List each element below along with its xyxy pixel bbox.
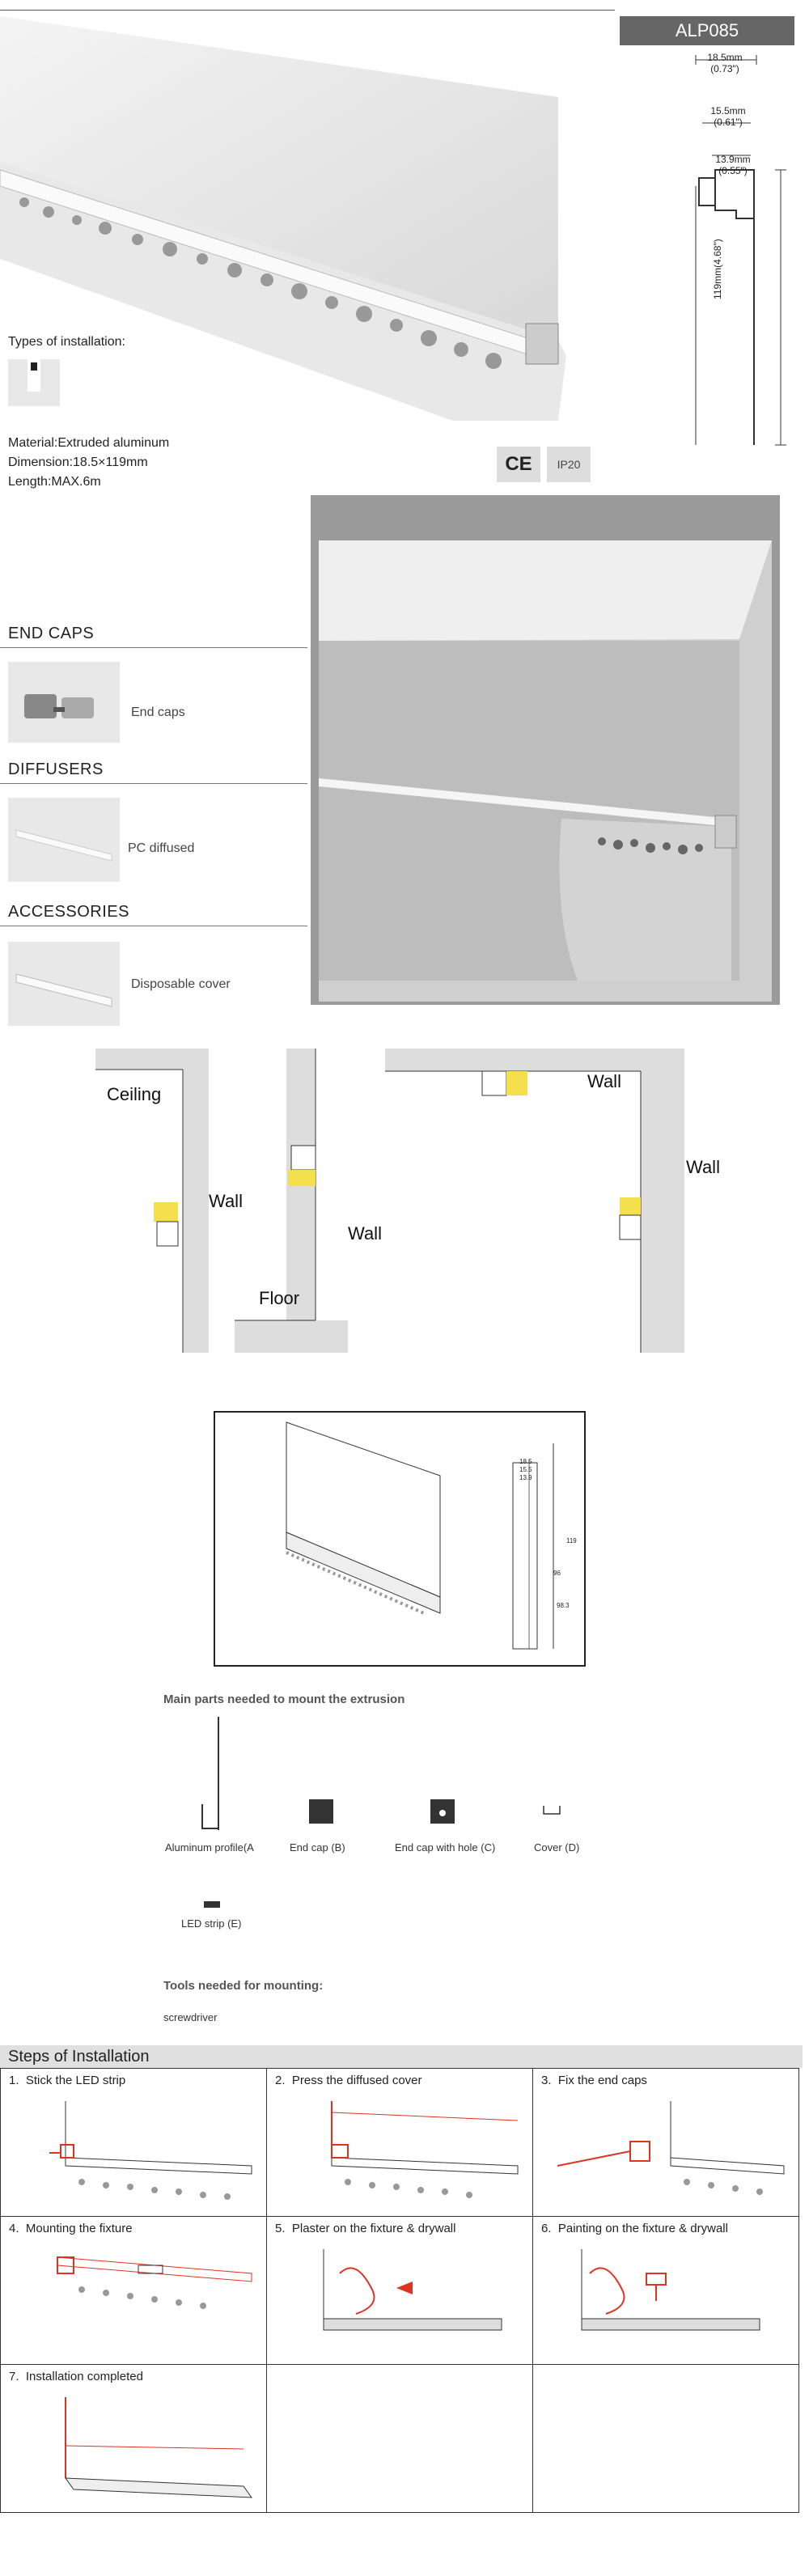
step-illustration: [316, 2101, 526, 2214]
dim-height: 119mm(4.68"): [712, 239, 723, 299]
drawing-dim-1: 18.5: [519, 1458, 532, 1465]
endcap-label: End caps: [131, 705, 185, 719]
cover-label: Disposable cover: [131, 977, 231, 991]
model-badge: ALP085: [620, 16, 794, 45]
install-diagram-corner: [385, 1049, 684, 1353]
step-cell-5: [267, 2217, 533, 2365]
step-num: 2.: [275, 2074, 286, 2087]
spec-dimension: Dimension:18.5×119mm: [8, 455, 148, 469]
step-label: Stick the LED strip: [25, 2074, 126, 2087]
step-label: Mounting the fixture: [25, 2222, 133, 2235]
diagram1-side-label: Wall: [209, 1191, 243, 1211]
parts-title: Main parts needed to mount the extrusion: [163, 1693, 405, 1706]
install-type-icon: [8, 359, 60, 406]
drawing-dim-6: 98.3: [557, 1602, 570, 1609]
step-cell-7: [1, 2365, 267, 2513]
step-illustration: [49, 2101, 260, 2214]
tools-title: Tools needed for mounting:: [163, 1979, 324, 1993]
step-illustration: [49, 2397, 260, 2510]
step-label: Press the diffused cover: [291, 2074, 422, 2087]
step-cell-3: [533, 2069, 799, 2217]
diagram1-top-label: Ceiling: [107, 1084, 162, 1104]
dim-width-top: 18.5mm: [707, 52, 743, 63]
dim-width-mid: 15.5mm: [710, 105, 746, 117]
drawing-dim-3: 13.9: [519, 1474, 532, 1481]
section-rule: [0, 647, 307, 648]
step-num: 1.: [9, 2074, 19, 2087]
tools-text: screwdriver: [163, 2011, 218, 2023]
product-hero-image: [0, 0, 582, 421]
diagram2-bottom-label: Floor: [259, 1288, 300, 1308]
step-cell-4: [1, 2217, 267, 2365]
install-label: Types of installation:: [8, 335, 125, 349]
step-illustration: [565, 2249, 792, 2362]
part-label-d: Cover (D): [534, 1841, 580, 1854]
spec-material: Material:Extruded aluminum: [8, 436, 170, 450]
steps-title: Steps of Installation: [0, 2045, 803, 2068]
cover-thumb: [8, 942, 120, 1026]
drawing-dim-2: 15.5: [519, 1466, 532, 1473]
step-cell-empty: [533, 2365, 799, 2513]
dim-width-inner-in: (0.55"): [718, 165, 748, 176]
steps-table: [0, 2068, 799, 2513]
section-title-endcaps: END CAPS: [8, 625, 95, 642]
part-label-a: Aluminum profile(A: [165, 1841, 254, 1854]
drawing-dim-4: 119: [566, 1537, 577, 1544]
step-illustration: [307, 2249, 526, 2362]
endcap-thumb: [8, 662, 120, 743]
step-num: 3.: [541, 2074, 552, 2087]
led-strip-icon: [204, 1901, 220, 1911]
dim-width-top-in: (0.73"): [710, 63, 739, 74]
room-render-image: [311, 495, 780, 1005]
part-label-b: End cap (B): [290, 1841, 345, 1854]
diagram2-side-label: Wall: [348, 1223, 382, 1244]
technical-drawing: [214, 1411, 586, 1667]
step-label: Plaster on the fixture & drywall: [291, 2222, 456, 2235]
diffuser-thumb: [8, 798, 120, 882]
end-cap-hole-icon: [430, 1799, 455, 1824]
step-num: 6.: [541, 2222, 552, 2235]
diagram3-side-label: Wall: [686, 1157, 720, 1177]
step-num: 7.: [9, 2370, 19, 2383]
step-label: Painting on the fixture & drywall: [557, 2222, 728, 2235]
cover-icon: [542, 1804, 561, 1817]
step-cell-2: [267, 2069, 533, 2217]
step-num: 4.: [9, 2222, 19, 2235]
ce-badge: CE: [497, 447, 540, 482]
step-cell-1: [1, 2069, 267, 2217]
part-label-e: LED strip (E): [181, 1917, 242, 1930]
part-label-c: End cap with hole (C): [395, 1841, 496, 1854]
section-title-diffusers: DIFFUSERS: [8, 761, 104, 778]
step-cell-6: [533, 2217, 799, 2365]
ip20-badge: IP20: [547, 447, 591, 482]
diagram3-top-label: Wall: [587, 1071, 621, 1091]
step-label: Installation completed: [25, 2370, 143, 2383]
step-label: Fix the end caps: [557, 2074, 647, 2087]
step-cell-empty: [267, 2365, 533, 2513]
section-rule: [0, 783, 307, 784]
step-illustration: [49, 2249, 260, 2362]
spec-length: Length:MAX.6m: [8, 475, 101, 489]
step-illustration: [557, 2101, 792, 2214]
section-title-accessories: ACCESSORIES: [8, 903, 129, 921]
aluminum-profile-icon: [199, 1717, 223, 1830]
dim-width-inner: 13.9mm: [715, 154, 751, 165]
dim-width-mid-in: (0.61"): [714, 117, 743, 128]
diffuser-label: PC diffused: [128, 841, 195, 855]
end-cap-icon: [309, 1799, 333, 1824]
step-num: 5.: [275, 2222, 286, 2235]
drawing-dim-5: 96: [553, 1570, 561, 1577]
